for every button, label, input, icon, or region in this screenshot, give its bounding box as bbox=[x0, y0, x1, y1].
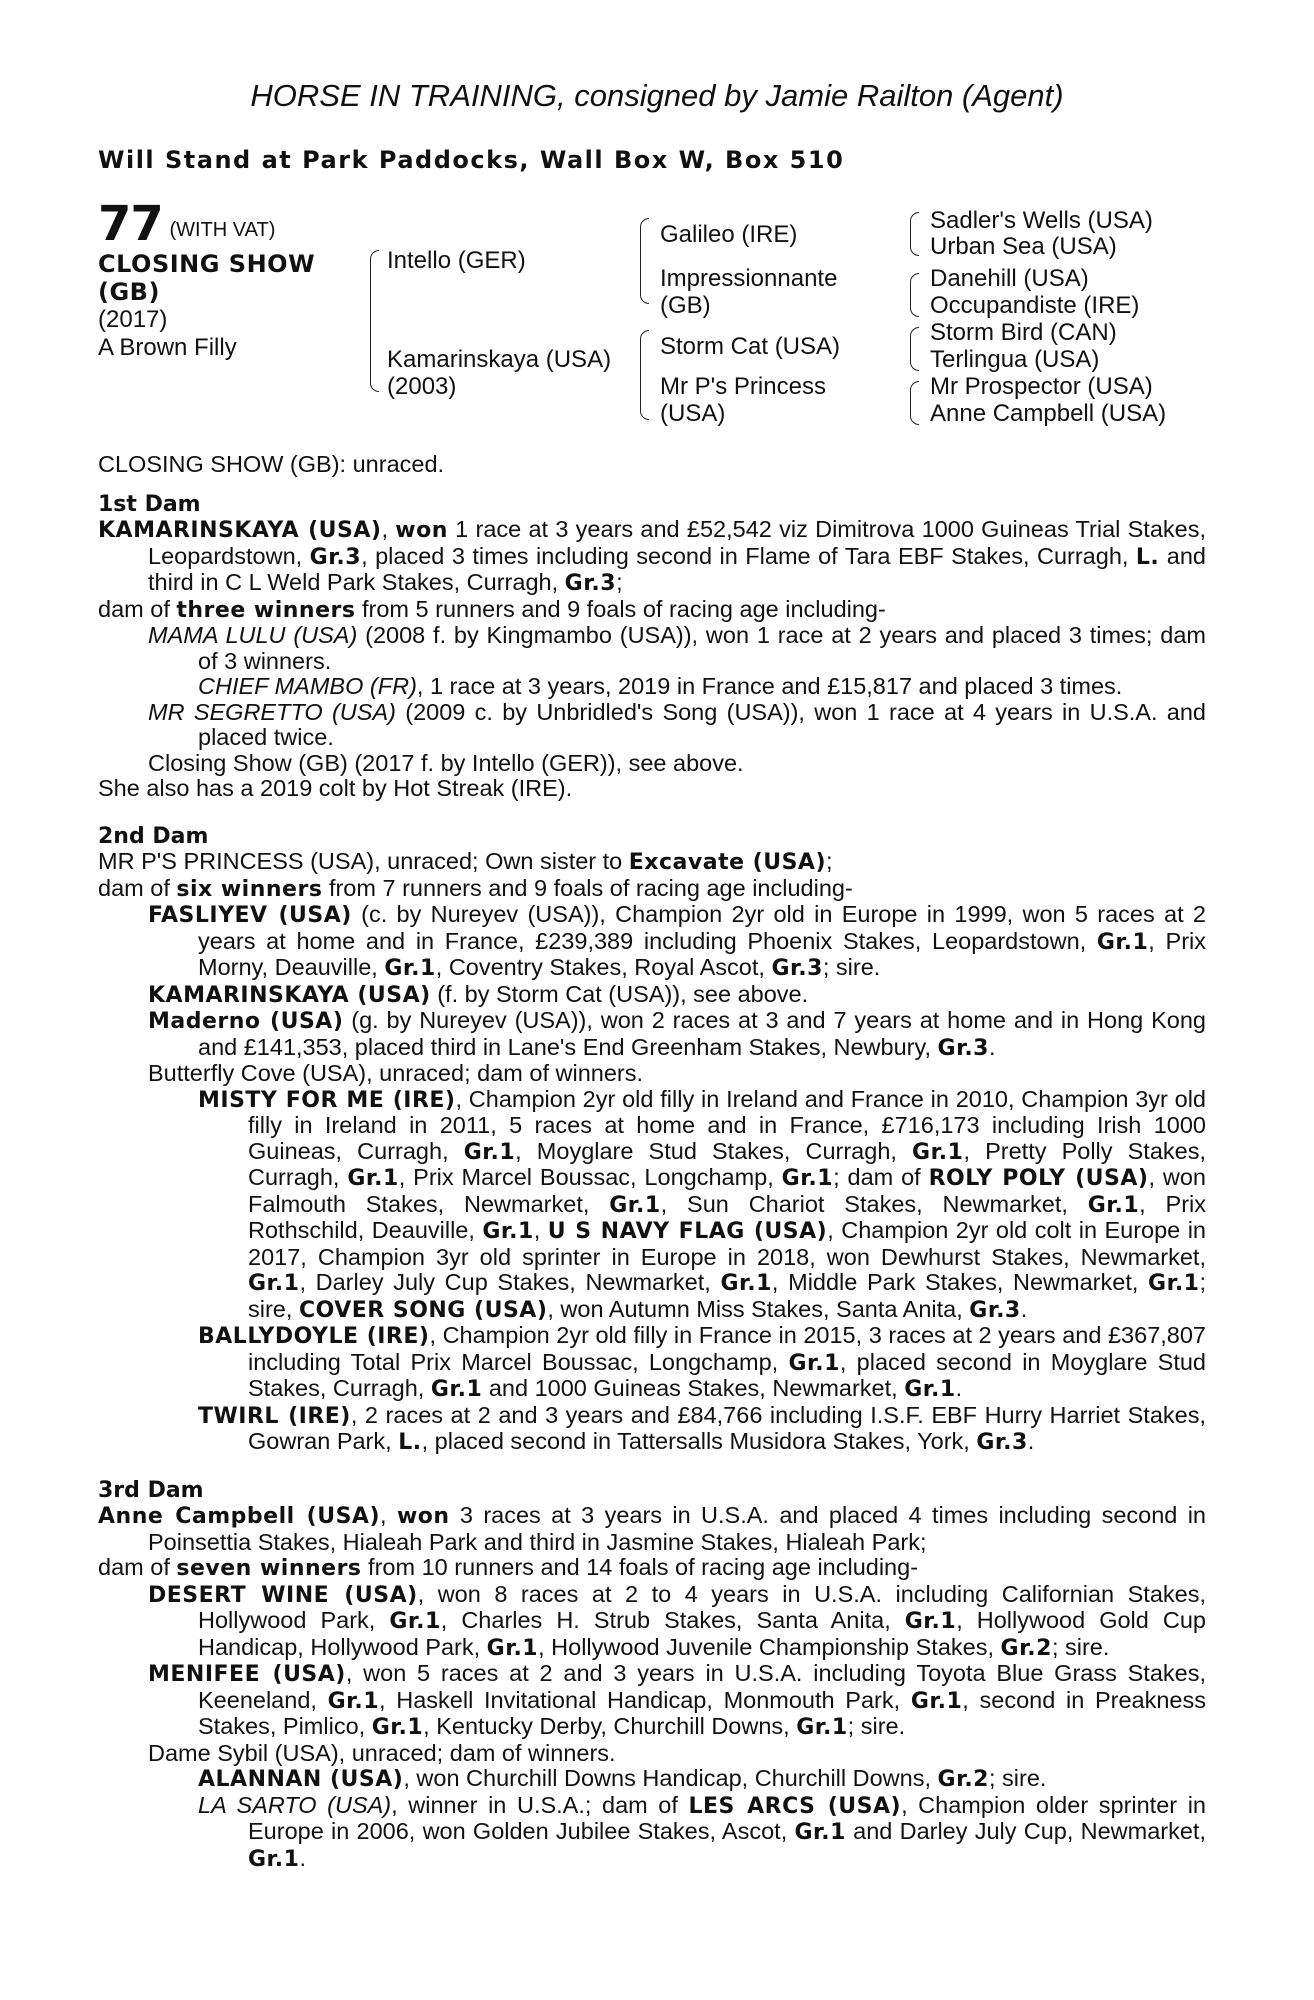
second-dam-produce-summary: dam of six winners from 7 runners and 9 foals of racing age including- bbox=[98, 874, 853, 902]
sire-dam-sire: Danehill (USA) bbox=[930, 265, 1089, 292]
sire-dam-line1: Impressionnante bbox=[660, 265, 838, 292]
dam-dam-dam: Anne Campbell (USA) bbox=[930, 400, 1167, 427]
lot-info bbox=[98, 196, 316, 362]
produce-item: Closing Show (GB) (2017 f. by Intello (GER)), see above. bbox=[148, 749, 744, 776]
produce-item: MISTY FOR ME (IRE), Champion 2yr old filly in Ireland and France in 2010, Champion 3yr old filly in Ireland in 2011, 5 races at home and in France, £716,173 including Irish 1000 Guineas, Curragh, Gr.1, Moyglare Stud Stakes, Curragh, Gr.1, Pretty Polly Stakes, Curragh, Gr.1, Prix Marcel Boussac, Longchamp, Gr.1; dam of ROLY POLY (USA), won Falmouth Stakes, Newmarket, Gr.1, Sun Chariot Stakes, Newmarket, Gr.1, Prix Rothschild, Deauville, Gr.1, U S NAVY FLAG (USA), Champion 2yr old colt in Europe in 2017, Champion 3yr old sprinter in Europe in 2018, won Dewhurst Stakes, Newmarket, Gr.1, Darley July Cup Stakes, Newmarket, Gr.1, Middle Park Stakes, Newmarket, Gr.1; sire, COVER SONG (USA), won Autumn Miss Stakes, Santa Anita, Gr.3. bbox=[198, 1085, 1207, 1323]
sire-sire: Galileo (IRE) bbox=[660, 221, 798, 248]
third-dam-heading: 3rd Dam bbox=[98, 1477, 204, 1503]
produce-item: DESERT WINE (USA), won 8 races at 2 to 4 years in U.S.A. including Californian Stakes, Hollywood Park, Gr.1, Charles H. Strub Stakes, Santa Anita, Gr.1, Hollywood Gold Cup Handicap, Hollywood Park, Gr.1, Hollywood Juvenile Championship Stakes, Gr.2; sire. bbox=[148, 1580, 1206, 1661]
sire-sire-sire: Sadler's Wells (USA) bbox=[930, 207, 1153, 234]
horse-name-line1: CLOSING SHOW bbox=[98, 250, 316, 278]
horse-description: A Brown Filly bbox=[98, 334, 237, 361]
brace-gen2-sire bbox=[640, 218, 649, 304]
brace-gen1 bbox=[370, 250, 379, 392]
produce-item: KAMARINSKAYA (USA) (f. by Storm Cat (USA)), see above. bbox=[148, 980, 809, 1008]
first-dam-produce-summary: dam of three winners from 5 runners and 9 foals of racing age including- bbox=[98, 595, 886, 623]
horse-year: (2017) bbox=[98, 306, 168, 333]
first-dam-record: KAMARINSKAYA (USA), won 1 race at 3 years and £52,542 viz Dimitrova 1000 Guineas Trial Stakes, Leopardstown, Gr.3, placed 3 times including second in Flame of Tara EBF Stakes, Curragh, L. and third in C L Weld Park Stakes, Curragh, Gr.3; bbox=[98, 516, 1207, 596]
catalogue-body bbox=[98, 452, 1206, 1872]
brace-gen3-4 bbox=[910, 381, 919, 425]
dam-sire: Storm Cat (USA) bbox=[660, 333, 841, 360]
also-note: She also has a 2019 colt by Hot Streak (IRE). bbox=[98, 775, 573, 801]
dam-dam-line1: Mr P's Princess bbox=[660, 373, 826, 400]
page-title: HORSE IN TRAINING, consigned by Jamie Railton (Agent) bbox=[250, 78, 1064, 113]
produce-item: MR SEGRETTO (USA) (2009 c. by Unbridled's Song (USA)), won 1 race at 4 years in U.S.A. and placed twice. bbox=[148, 698, 1206, 750]
dam-sire-sire: Storm Bird (CAN) bbox=[930, 319, 1117, 346]
second-dam-heading: 2nd Dam bbox=[98, 823, 209, 849]
brace-gen3-2 bbox=[910, 273, 919, 317]
produce-item: Butterfly Cove (USA), unraced; dam of winners. bbox=[148, 1060, 644, 1086]
sire-dam-dam: Occupandiste (IRE) bbox=[930, 292, 1140, 319]
third-dam-record: Anne Campbell (USA), won 3 races at 3 years in U.S.A. and placed 4 times including second in Poinsettia Stakes, Hialeah Park and third in Jasmine Stakes, Hialeah Park; bbox=[98, 1502, 1207, 1555]
produce-item: FASLIYEV (USA) (c. by Nureyev (USA)), Champion 2yr old in Europe in 1999, won 5 races at 2 years at home and in France, £239,389 including Phoenix Stakes, Leopardstown, Gr.1, Prix Morny, Deauville, Gr.1, Coventry Stakes, Royal Ascot, Gr.3; sire. bbox=[148, 901, 1206, 981]
sire: Intello (GER) bbox=[387, 247, 526, 274]
vat-note: (WITH VAT) bbox=[169, 219, 276, 241]
produce-item: MENIFEE (USA), won 5 races at 2 and 3 years in U.S.A. including Toyota Blue Grass Stakes, Keeneland, Gr.1, Haskell Invitational Handicap, Monmouth Park, Gr.1, second in Preakness Stakes, Pimlico, Gr.1, Kentucky Derby, Churchill Downs, Gr.1; sire. bbox=[148, 1660, 1206, 1740]
brace-gen3-1 bbox=[910, 212, 919, 256]
brace-gen2-dam bbox=[640, 330, 649, 420]
produce-item: CHIEF MAMBO (FR), 1 race at 3 years, 2019 in France and £15,817 and placed 3 times. bbox=[198, 673, 1123, 699]
dam-sire-dam: Terlingua (USA) bbox=[930, 346, 1100, 373]
first-dam-heading: 1st Dam bbox=[98, 491, 201, 517]
dam: Kamarinskaya (USA) bbox=[387, 346, 612, 373]
second-dam-record: MR P'S PRINCESS (USA), unraced; Own sister to Excavate (USA); bbox=[98, 848, 833, 875]
produce-item: BALLYDOYLE (IRE), Champion 2yr old filly in France in 2015, 3 races at 2 years and £367,807 including Total Prix Marcel Boussac, Longchamp, Gr.1, placed second in Moyglare Stud Stakes, Curragh, Gr.1 and 1000 Guineas Stakes, Newmarket, Gr.1. bbox=[198, 1322, 1207, 1402]
produce-item: ALANNAN (USA), won Churchill Downs Handicap, Churchill Downs, Gr.2; sire. bbox=[198, 1765, 1047, 1792]
third-dam-produce-summary: dam of seven winners from 10 runners and 14 foals of racing age including- bbox=[98, 1554, 919, 1581]
produce-item: Maderno (USA) (g. by Nureyev (USA)), won 2 races at 3 and 7 years at home and in Hong Kong and £141,353, placed third in Lane's End Greenham Stakes, Newbury, Gr.3. bbox=[148, 1007, 1206, 1061]
produce-item: MAMA LULU (USA) (2008 f. by Kingmambo (USA)), won 1 race at 2 years and placed 3 times; dam of 3 winners. bbox=[148, 622, 1206, 674]
unraced-note: CLOSING SHOW (GB): unraced. bbox=[98, 451, 445, 477]
produce-item: LA SARTO (USA), winner in U.S.A.; dam of LES ARCS (USA), Champion older sprinter in Europe in 2006, won Golden Jubilee Stakes, Ascot, Gr.1 and Darley July Cup, Newmarket, Gr.1. bbox=[198, 1791, 1206, 1872]
sire-sire-dam: Urban Sea (USA) bbox=[930, 233, 1117, 260]
dam-dam-line2: (USA) bbox=[660, 400, 726, 427]
brace-gen3-3 bbox=[910, 327, 919, 371]
stand-location: Will Stand at Park Paddocks, Wall Box W, Box 510 bbox=[98, 146, 845, 174]
dam-dam-sire: Mr Prospector (USA) bbox=[930, 373, 1153, 400]
produce-item: Dame Sybil (USA), unraced; dam of winners. bbox=[148, 1739, 616, 1766]
lot-number: 77 bbox=[98, 196, 163, 252]
sire-dam-line2: (GB) bbox=[660, 292, 711, 319]
produce-item: TWIRL (IRE), 2 races at 2 and 3 years and £84,766 including I.S.F. EBF Hurry Harriet Stakes, Gowran Park, L., placed second in Tattersalls Musidora Stakes, York, Gr.3. bbox=[198, 1401, 1206, 1455]
dam-year: (2003) bbox=[387, 373, 457, 400]
horse-name-line2: (GB) bbox=[98, 278, 160, 306]
